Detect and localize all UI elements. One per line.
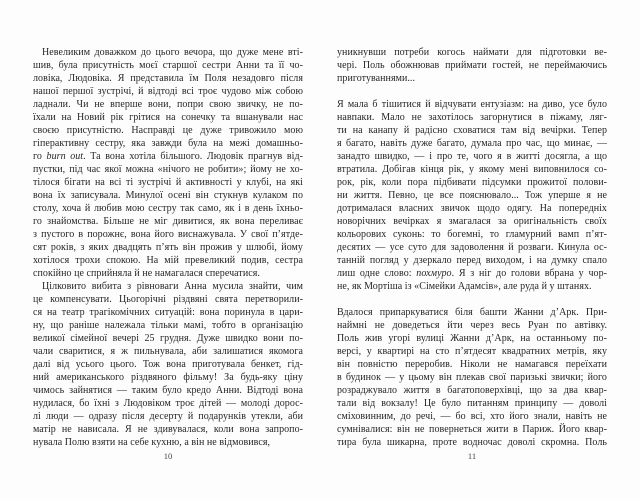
text-line: го burn out. Та вона хотіла більшого. Людовік прагнув від- (33, 151, 303, 162)
text-line: танній погляд у дзеркало перед виходом, і на думку спало (337, 255, 607, 266)
text-line: вона їх записувала. Минулої осені він стукнув кулаком по (33, 190, 303, 201)
page-number-right: 11 (467, 451, 477, 461)
text-line: в будинок — у цьому він плекав свої паризькі звички; його (337, 372, 607, 383)
text-line: сміховинним, до речі, — бо всі, хто його знали, навіть не (337, 411, 607, 422)
page-right (320, 0, 640, 499)
text-line: Цілковито вибита з рівноваги Анна мусила знайти, чим (42, 281, 303, 292)
text-line: нувала Полю взяти на себе кухню, а він не відмовився, (33, 437, 271, 448)
text-line: наймні не доведеться йти через весь Руан по автівку. (337, 320, 607, 331)
text-line: ни життя. Певно, це все пояснювало... Тож уперше я не (337, 190, 607, 201)
text-line: я багато, навіть дуже багато, думала про час, що минає, — (337, 138, 607, 149)
text-line: тира була шикарна, проте водночас доволі скромна. Поль (337, 437, 607, 448)
text-line: хотілося трохи спокою. На мій превеликий подив, сестра (33, 255, 303, 266)
text-line: Вдалося припаркуватися біля башти Жанни д’Арк. При- (337, 307, 607, 318)
text-line: з пустого в порожнє, вона його виснажувала. У свої п’ятде- (33, 229, 303, 240)
text-line: Я мала б тішитися й відчувати ентузіазм: на диво, усе було (337, 99, 607, 110)
text-line: приготуваннями... (337, 73, 416, 84)
text-line: ловіка, Людовіка. Я представила їм Поля незадовго після (33, 73, 303, 84)
text-line: навпаки. Мало не захотілось загорнутися в піжаму, ляг- (337, 112, 607, 123)
text-line: уникнувши потреби когось наймати для підготовки ве- (337, 47, 607, 58)
text-line: десятих — усе суто для задоволення й розваги. Кинула ос- (337, 242, 607, 253)
text-line: столу, хоча й любив мою сестру так само, як і в день їхньо- (33, 203, 303, 214)
text-line: спокійно це сприйняла й не намагалася сперечатися. (33, 268, 260, 279)
text-line: чали сваритися, я ж пильнувала, аби залишатися якомога (33, 346, 303, 357)
text-line: рок, рік, коли пора підбивати підсумки прожитої полови- (337, 177, 607, 188)
text-line: сят років, з яких двадцять п’ять він прожив у шлюбі, йому (33, 242, 303, 253)
text-line: далі від усього цього. Тож вона приготувала бенкет, гід- (33, 359, 303, 370)
text-line: чимось зайнятися — таким було кредо Анни. Відтоді вона (33, 385, 303, 396)
page-right-text (337, 46, 607, 449)
text-line: ти на канапу й радісно сховатися там від вечірки. Тепер (337, 125, 607, 136)
text-line: не, як Мортіша із «Сімейки Адамсів», але руда й у штанях. (337, 281, 592, 292)
text-line: сумнівалися: він не повернеться жити в Париж. Його квар- (337, 424, 607, 435)
text-line: го знайомства. Більше не міг дивитися, як вона переливає (33, 216, 303, 227)
text-line: лі люди — одразу після десерту й подарунків утекли, аби (33, 411, 303, 422)
text-line: він повністю переробив. Ніколи не намагався переїхати (337, 359, 607, 370)
page-left-text (33, 46, 303, 449)
text-line: це компенсувати. Цьогорічні різдвяні свята перетворили- (33, 294, 303, 305)
text-line: шив, була присутність моєї старшої сестри Анни та її чо- (33, 60, 303, 71)
text-line: ний американського різдвяного фільму! За будь-яку ціну (33, 372, 303, 383)
text-line: розраджувало життя в багатоповерхівці, що за два квар- (337, 385, 607, 396)
text-line: їхали на Новий рік грітися на сонечку та вшанували нас (33, 112, 303, 123)
text-line: занадто швидко, — і про те, чого я в житті досягла, а що (337, 151, 607, 162)
text-line: кольорових суконь: то богемні, то гламурний вамп п’ят- (337, 229, 607, 240)
text-line: своєю присутністю. Насправді це дуже тривожило мою (33, 125, 303, 136)
text-line: втратила. Добігав кінця рік, у якому мені виповнилося со- (337, 164, 607, 175)
text-line: дотрималася власних звичок щодо одягу. На попередніх (337, 203, 607, 214)
text-line: пустки, під час якої можна «нічого не робити»; йому не хо- (33, 164, 303, 175)
text-line: гіперактивну сестру, яка завжди була на межі домашньо- (33, 138, 303, 149)
text-line: матір не нависала. Я не здивувалася, коли вона запропо- (33, 424, 303, 435)
text-line: тілося бігати на всі ті зустрічі й активності у клубі, на які (33, 177, 303, 188)
page-number-left: 10 (163, 451, 173, 461)
text-line: великої сімейної вечері 25 грудня. Дуже швидко вони по- (33, 333, 303, 344)
text-line: версі, у квартирі на сто п’ятдесят квадратних метрів, яку (337, 346, 607, 357)
text-line: ся на театр трагікомічних ситуацій: вона поринула в цари- (33, 307, 303, 318)
text-line: чері. Поль обожнював приймати гостей, не переймаючись (337, 60, 607, 71)
text-line: ну, що раніше належала тільки мамі, тобто в організацію (33, 320, 303, 331)
text-line: тали від вокзалу! Це було питанням принципу — доволі (337, 398, 607, 409)
text-line: новорічних вечірках я змагалася за оригінальність своїх (337, 216, 607, 227)
text-line: лиш одне слово: похмуро. Я з ніг до голови вбрана у чор- (337, 268, 607, 279)
text-line: Невеликим доважком до цього вечора, що дуже мене вті- (42, 47, 303, 58)
text-line: нудилася, бо їхні з Людовіком троє дітей — молоді дорос- (33, 398, 303, 409)
text-line: нашої першої зустрічі, й відтоді всі троє чудово між собою (33, 86, 303, 97)
text-line: Поль жив угорі вулиці Жанни д’Арк, на останньому по- (337, 333, 607, 344)
text-line: ладнали. Чи не вперше вони, попри свою звичку, не по- (33, 99, 303, 110)
